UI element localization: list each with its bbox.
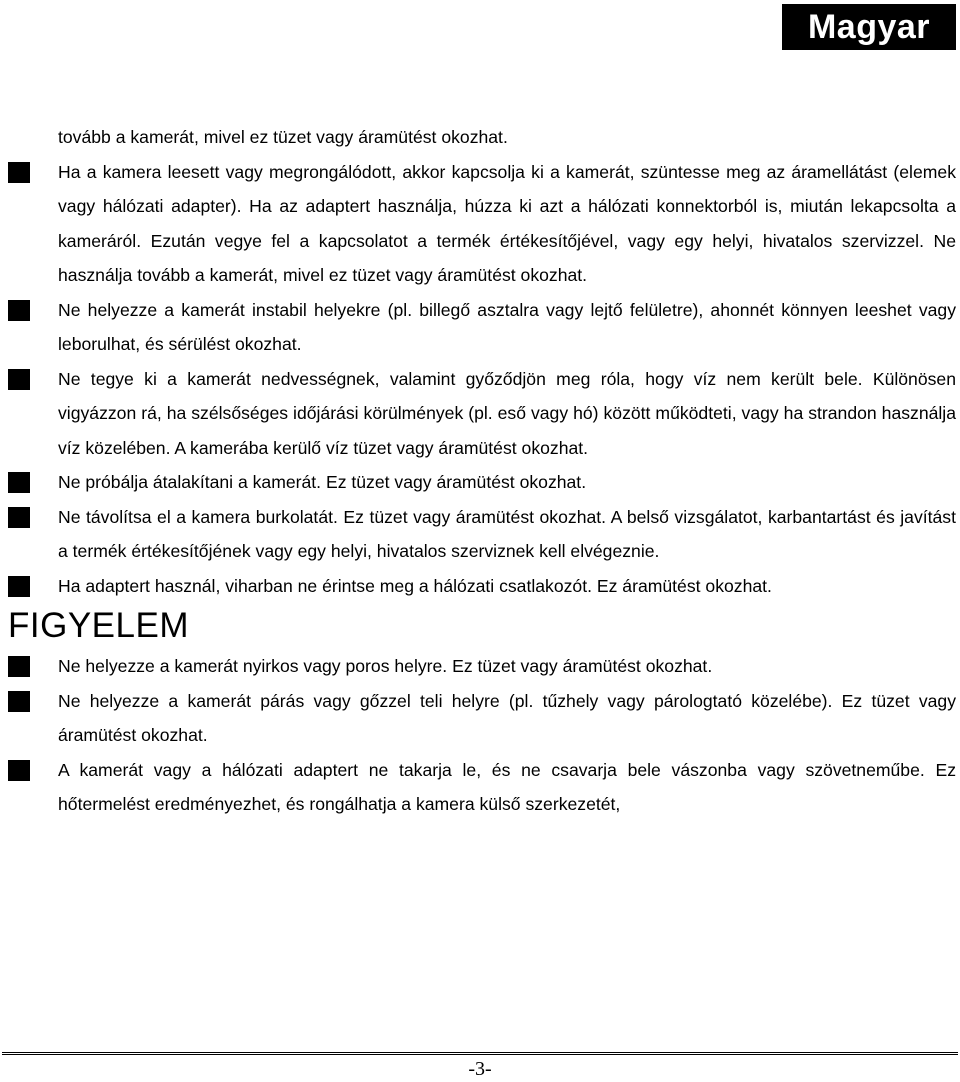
paragraph-text: A kamerát vagy a hálózati adaptert ne takarja le, és ne csavarja bele vászonba vagy szövetneműbe. Ez hőtermelést eredményezhet, és rongálhatja a kamera külső szerkezetét, [58, 759, 956, 814]
square-bullet-icon [8, 300, 30, 321]
list-item [8, 293, 956, 362]
paragraph-text: Ha adaptert használ, viharban ne érintse meg a hálózati csatlakozót. Ez áramütést okozhat. [58, 575, 772, 596]
square-bullet-icon [8, 162, 30, 183]
list-item [8, 155, 956, 293]
warning-list-top [8, 120, 956, 603]
language-badge: Magyar [782, 4, 956, 50]
warning-list-bottom [8, 649, 956, 822]
list-item [8, 465, 956, 500]
square-bullet-icon [8, 656, 30, 677]
paragraph-text: Ne helyezze a kamerát párás vagy gőzzel teli helyre (pl. tűzhely vagy párologtató közelébe). Ez tüzet vagy áramütést okozhat. [58, 690, 956, 745]
list-item [8, 362, 956, 466]
paragraph-text: tovább a kamerát, mivel ez tüzet vagy áramütést okozhat. [58, 127, 508, 147]
document-body [8, 120, 956, 822]
footer-divider [2, 1052, 958, 1053]
square-bullet-icon [8, 507, 30, 528]
page-number: -3- [468, 1058, 492, 1080]
list-item [8, 120, 956, 155]
square-bullet-icon [8, 691, 30, 712]
paragraph-text: Ne próbálja átalakítani a kamerát. Ez tüzet vagy áramütést okozhat. [58, 472, 587, 492]
square-bullet-icon [8, 760, 30, 781]
paragraph-text: Ne helyezze a kamerát nyirkos vagy poros helyre. Ez tüzet vagy áramütést okozhat. [58, 656, 713, 676]
paragraph-text: Ne helyezze a kamerát instabil helyekre (pl. billegő asztalra vagy lejtő felületre), ahonnét könnyen leeshet vagy leborulhat, és sérülést okozhat. [58, 299, 956, 354]
paragraph-text: Ne távolítsa el a kamera burkolatát. Ez tüzet vagy áramütést okozhat. A belső vizsgálatot, karbantartást és javítást a termék értékesítőjének vagy egy helyi, hivatalos szerviznek kell elvégeznie. [58, 506, 956, 561]
list-item [8, 649, 956, 684]
paragraph-text: Ne tegye ki a kamerát nedvességnek, valamint győződjön meg róla, hogy víz nem került bele. Különösen vigyázzon rá, ha szélsőséges időjárási körülmények (pl. eső vagy hó) között működteti, vagy ha strandon használja víz közelében. A kamerába kerülő víz tüzet vagy áramütést okozhat. [58, 368, 956, 458]
list-item [8, 753, 956, 822]
list-item [8, 684, 956, 753]
square-bullet-icon [8, 576, 30, 597]
list-item [8, 500, 956, 569]
list-item [8, 569, 956, 604]
square-bullet-icon [8, 472, 30, 493]
square-bullet-icon [8, 369, 30, 390]
section-heading: FIGYELEM [8, 606, 189, 645]
footer-divider-secondary [2, 1054, 958, 1055]
paragraph-text: Ha a kamera leesett vagy megrongálódott, akkor kapcsolja ki a kamerát, szüntesse meg az áramellátást (elemek vagy hálózati adapter). Ha az adaptert használja, húzza ki azt a hálózati konnektorból is, miután lekapcsolta a kameráról. Ezután vegye fel a kapcsolatot a termék értékesítőjével, vagy egy helyi, hivatalos szervizzel. Ne használja tovább a kamerát, mivel ez tüzet vagy áramütést okozhat. [58, 161, 956, 285]
